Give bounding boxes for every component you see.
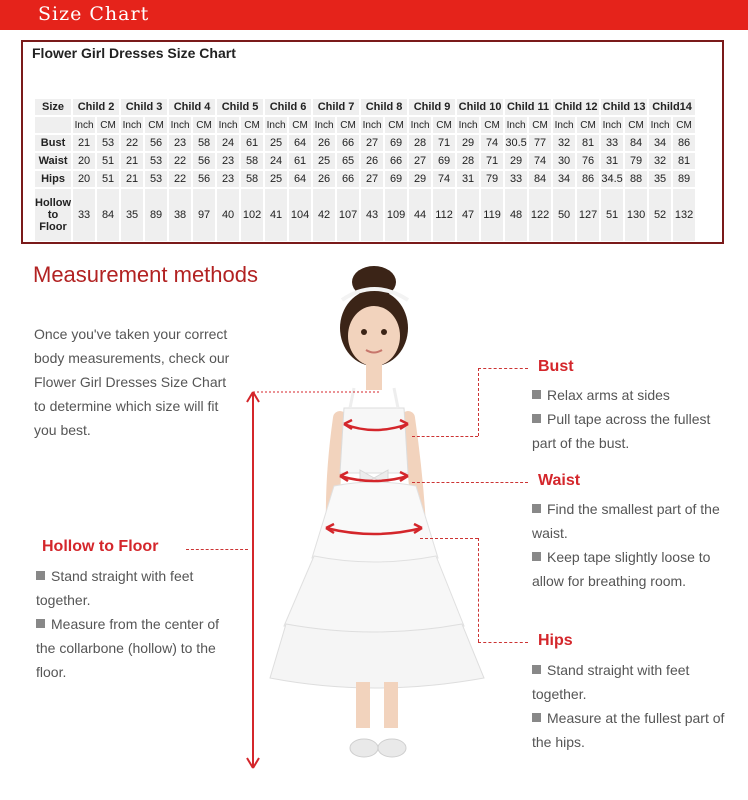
bust-title: Bust — [538, 358, 574, 375]
table-cell: 34.5 — [601, 173, 623, 185]
table-cell: 84 — [625, 135, 647, 151]
row-label: Hips — [35, 171, 71, 187]
table-cell: 109 — [385, 189, 407, 241]
intro-text: Once you've taken your correct body measurements, check our Flower Girl Dresses Size Chart to determine which size will fit you best. — [34, 326, 230, 438]
size-column-header: Child 9 — [409, 99, 455, 115]
size-column-header: Child 13 — [602, 101, 646, 113]
unit-inch: Inch — [313, 117, 335, 133]
size-column-header: Child 12 — [554, 101, 598, 113]
unit-cm: CM — [529, 117, 551, 133]
bust-list — [532, 383, 732, 455]
table-cell: 53 — [145, 153, 167, 169]
table-cell: 74 — [433, 171, 455, 187]
table-cell: 127 — [577, 189, 599, 241]
table-cell: 47 — [457, 189, 479, 241]
table-cell: 40 — [217, 189, 239, 241]
bullet-icon — [532, 665, 541, 674]
table-cell: 20 — [73, 171, 95, 187]
table-cell: 27 — [361, 171, 383, 187]
table-cell: 66 — [385, 153, 407, 169]
table-cell: 52 — [649, 189, 671, 241]
table-cell: 84 — [529, 171, 551, 187]
hips-title: Hips — [538, 632, 573, 649]
unit-inch: Inch — [409, 117, 431, 133]
unit-cm: CM — [337, 117, 359, 133]
size-column-header: Child14 — [649, 99, 695, 115]
table-cell: 66 — [337, 135, 359, 151]
bullet-icon — [532, 713, 541, 722]
methods-heading: Measurement methods — [33, 262, 258, 287]
table-cell: 107 — [337, 189, 359, 241]
unit-cm: CM — [625, 117, 647, 133]
bust-leader-h — [412, 436, 478, 437]
table-row — [35, 135, 695, 151]
table-cell: 29 — [505, 153, 527, 169]
table-cell: 76 — [577, 153, 599, 169]
size-column-header: Child 8 — [361, 99, 407, 115]
table-cell: 74 — [529, 153, 551, 169]
table-cell: 69 — [385, 135, 407, 151]
row-label: Bust — [35, 135, 71, 151]
table-cell: 53 — [97, 135, 119, 151]
size-column-header: Child 4 — [169, 99, 215, 115]
hips-list — [532, 658, 732, 754]
table-cell: 112 — [433, 189, 455, 241]
unit-inch: Inch — [505, 117, 527, 133]
row-label: Waist — [35, 153, 71, 169]
hips-leader-h2 — [420, 538, 478, 539]
table-cell: 28 — [409, 135, 431, 151]
table-cell: 51 — [97, 153, 119, 169]
size-column-header: Child 5 — [217, 99, 263, 115]
table-cell: 29 — [409, 171, 431, 187]
unit-cm: CM — [577, 117, 599, 133]
unit-cm: CM — [481, 117, 503, 133]
list-item: Stand straight with feet together. — [36, 568, 194, 608]
bullet-icon — [532, 390, 541, 399]
size-column-header: Child 3 — [121, 99, 167, 115]
unit-inch: Inch — [649, 117, 671, 133]
bust-leader-v — [478, 368, 479, 436]
hips-leader-h — [478, 642, 528, 643]
unit-blank — [35, 117, 71, 133]
table-cell: 22 — [121, 135, 143, 151]
table-cell: 23 — [217, 153, 239, 169]
unit-cm: CM — [145, 117, 167, 133]
table-cell: 74 — [481, 135, 503, 151]
size-header: Size — [35, 99, 71, 115]
table-cell: 102 — [241, 189, 263, 241]
bullet-icon — [532, 504, 541, 513]
girl-illustration — [240, 258, 500, 778]
table-cell: 25 — [313, 153, 335, 169]
table-cell: 23 — [217, 171, 239, 187]
table-cell: 48 — [505, 189, 527, 241]
table-cell: 32 — [649, 153, 671, 169]
table-unit-row — [35, 117, 695, 133]
table-cell: 77 — [529, 135, 551, 151]
table-cell: 61 — [241, 135, 263, 151]
table-cell: 22 — [169, 171, 191, 187]
list-item: Pull tape across the fullest part of the bust. — [532, 411, 711, 451]
table-cell: 41 — [265, 189, 287, 241]
list-item: Relax arms at sides — [532, 383, 732, 407]
table-cell: 44 — [409, 189, 431, 241]
unit-cm: CM — [289, 117, 311, 133]
table-cell: 119 — [481, 189, 503, 241]
table-cell: 33 — [601, 135, 623, 151]
table-cell: 104 — [289, 189, 311, 241]
table-cell: 42 — [313, 189, 335, 241]
unit-cm: CM — [97, 117, 119, 133]
unit-inch: Inch — [553, 117, 575, 133]
waist-list — [532, 497, 732, 593]
table-header-row — [35, 99, 695, 115]
table-cell: 31 — [457, 171, 479, 187]
table-cell: 26 — [313, 171, 335, 187]
size-column-header: Child 6 — [265, 99, 311, 115]
table-cell: 64 — [289, 171, 311, 187]
table-cell: 33 — [73, 189, 95, 241]
table-cell: 53 — [145, 171, 167, 187]
table-cell: 79 — [481, 171, 503, 187]
unit-inch: Inch — [169, 117, 191, 133]
table-row — [35, 189, 695, 241]
size-chart-title: Flower Girl Dresses Size Chart — [32, 45, 236, 61]
table-cell: 130 — [625, 189, 647, 241]
hollow-title: Hollow to Floor — [42, 538, 159, 555]
list-item: Measure at the fullest part of the hips. — [532, 710, 725, 750]
table-cell: 58 — [241, 153, 263, 169]
table-cell: 65 — [337, 153, 359, 169]
table-cell: 97 — [193, 189, 215, 241]
table-cell: 88 — [625, 171, 647, 187]
table-body — [35, 135, 695, 241]
list-item: Measure from the center of the collarbone (hollow) to the floor. — [36, 616, 220, 680]
table-cell: 81 — [673, 153, 695, 169]
table-cell: 61 — [289, 153, 311, 169]
list-item: Stand straight with feet together. — [532, 662, 690, 702]
table-cell: 122 — [529, 189, 551, 241]
table-cell: 20 — [73, 153, 95, 169]
table-cell: 71 — [481, 153, 503, 169]
page-title: Size Chart — [38, 3, 150, 25]
unit-inch: Inch — [265, 117, 287, 133]
list-item: Find the smallest part of the waist. — [532, 501, 720, 541]
bullet-icon — [36, 571, 45, 580]
waist-leader — [412, 482, 528, 483]
hips-leader-v — [478, 538, 479, 642]
table-cell: 56 — [145, 135, 167, 151]
unit-cm: CM — [193, 117, 215, 133]
table-cell: 81 — [577, 135, 599, 151]
unit-cm: CM — [433, 117, 455, 133]
table-cell: 35 — [121, 189, 143, 241]
table-cell: 86 — [577, 171, 599, 187]
hollow-list — [36, 564, 236, 684]
table-cell: 66 — [337, 171, 359, 187]
table-cell: 58 — [193, 135, 215, 151]
table-row — [35, 171, 695, 187]
table-cell: 25 — [265, 171, 287, 187]
table-cell: 33 — [505, 171, 527, 187]
table-cell: 43 — [361, 189, 383, 241]
size-column-header: Child 10 — [458, 101, 502, 113]
size-table — [33, 97, 697, 243]
table-cell: 34 — [553, 171, 575, 187]
table-cell: 30.5 — [505, 137, 527, 149]
table-cell: 51 — [601, 189, 623, 241]
unit-inch: Inch — [457, 117, 479, 133]
table-cell: 24 — [217, 135, 239, 151]
table-cell: 21 — [73, 135, 95, 151]
table-cell: 50 — [553, 189, 575, 241]
size-column-header: Child 2 — [73, 99, 119, 115]
table-cell: 22 — [169, 153, 191, 169]
table-cell: 89 — [673, 171, 695, 187]
unit-cm: CM — [241, 117, 263, 133]
unit-inch: Inch — [121, 117, 143, 133]
table-cell: 26 — [313, 135, 335, 151]
table-cell: 24 — [265, 153, 287, 169]
table-cell: 35 — [649, 171, 671, 187]
bust-leader — [478, 368, 528, 369]
row-label: Hollow to Floor — [35, 189, 71, 241]
unit-inch: Inch — [217, 117, 239, 133]
table-cell: 51 — [97, 171, 119, 187]
hollow-leader — [186, 549, 248, 550]
table-cell: 38 — [169, 189, 191, 241]
table-cell: 84 — [97, 189, 119, 241]
table-cell: 25 — [265, 135, 287, 151]
table-cell: 32 — [553, 135, 575, 151]
size-column-header: Child 11 — [506, 101, 550, 113]
table-cell: 56 — [193, 171, 215, 187]
bullet-icon — [36, 619, 45, 628]
table-cell: 79 — [625, 153, 647, 169]
table-cell: 29 — [457, 135, 479, 151]
table-cell: 56 — [193, 153, 215, 169]
table-cell: 21 — [121, 171, 143, 187]
waist-title: Waist — [538, 472, 581, 489]
unit-cm: CM — [673, 117, 695, 133]
unit-cm: CM — [385, 117, 407, 133]
table-cell: 28 — [457, 153, 479, 169]
table-cell: 64 — [289, 135, 311, 151]
table-cell: 30 — [553, 153, 575, 169]
table-cell: 27 — [361, 135, 383, 151]
size-column-header: Child 7 — [313, 99, 359, 115]
table-cell: 89 — [145, 189, 167, 241]
table-cell: 69 — [433, 153, 455, 169]
table-cell: 21 — [121, 153, 143, 169]
table-row — [35, 153, 695, 169]
table-cell: 58 — [241, 171, 263, 187]
table-cell: 26 — [361, 153, 383, 169]
table-cell: 27 — [409, 153, 431, 169]
unit-inch: Inch — [73, 117, 95, 133]
table-cell: 23 — [169, 135, 191, 151]
table-cell: 69 — [385, 171, 407, 187]
table-cell: 86 — [673, 135, 695, 151]
unit-inch: Inch — [361, 117, 383, 133]
list-item: Keep tape slightly loose to allow for breathing room. — [532, 549, 711, 589]
table-cell: 132 — [673, 189, 695, 241]
table-cell: 71 — [433, 135, 455, 151]
table-cell: 34 — [649, 135, 671, 151]
bullet-icon — [532, 414, 541, 423]
bullet-icon — [532, 552, 541, 561]
table-cell: 31 — [601, 153, 623, 169]
unit-inch: Inch — [601, 117, 623, 133]
